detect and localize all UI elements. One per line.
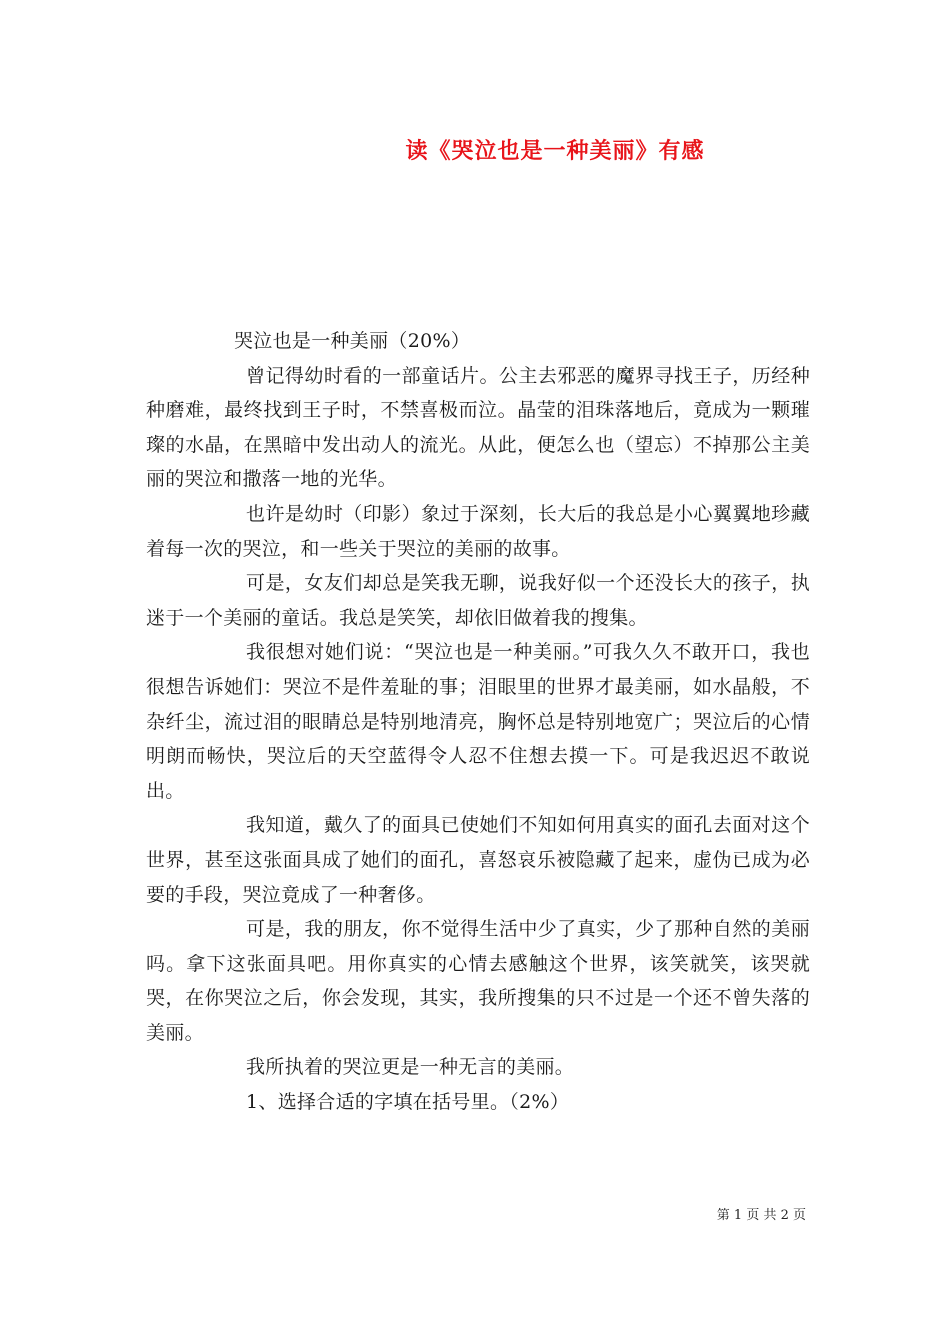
paragraph-2: 也许是幼时（印影）象过于深刻，长大后的我总是小心翼翼地珍藏着每一次的哭泣，和一些关于哭泣的美丽的故事。: [146, 502, 810, 560]
paragraph-5: 我知道，戴久了的面具已使她们不知如何用真实的面孔去面对这个世界，甚至这张面具成了她们的面孔，喜怒哀乐被隐藏了起来，虚伪已成为必要的手段，哭泣竟成了一种奢侈。: [146, 814, 810, 906]
paragraph-4: 我很想对她们说：“哭泣也是一种美丽。”可我久久不敢开口，我也很想告诉她们：哭泣不是件羞耻的事；泪眼里的世界才最美丽，如水晶般，不杂纤尘，流过泪的眼睛总是特别地清亮，胸怀总是特别地宽广；哭泣后的心情明朗而畅快，哭泣后的天空蓝得令人忍不住想去摸一下。可是我迟迟不敢说出。: [146, 641, 810, 802]
paragraph-7: 我所执着的哭泣更是一种无言的美丽。: [246, 1056, 575, 1079]
document-title: 读《哭泣也是一种美丽》有感: [405, 138, 705, 164]
paragraph-1: 曾记得幼时看的一部童话片。公主去邪恶的魔界寻找王子，历经种种磨难，最终找到王子时，不禁喜极而泣。晶莹的泪珠落地后，竟成为一颗璀璨的水晶，在黑暗中发出动人的流光。从此，便怎么也（望忘）不掉那公主美丽的哭泣和撒落一地的光华。: [146, 364, 810, 491]
paragraph-3: 可是，女友们却总是笑我无聊，说我好似一个还没长大的孩子，执迷于一个美丽的童话。我总是笑笑，却依旧做着我的搜集。: [146, 572, 810, 629]
document-body: [146, 324, 810, 1120]
paragraph-6: 可是，我的朋友，你不觉得生活中少了真实，少了那种自然的美丽吗。拿下这张面具吧。用你真实的心情去感触这个世界，该笑就笑，该哭就哭，在你哭泣之后，你会发现，其实，我所搜集的只不过是一个还不曾失落的美丽。: [146, 918, 810, 1044]
section-subtitle: 哭泣也是一种美丽（20%）: [234, 330, 471, 352]
page-footer: 第 1 页 共 2 页: [716, 1208, 806, 1223]
question-1: 1、选择合适的字填在括号里。（2%）: [246, 1091, 570, 1114]
